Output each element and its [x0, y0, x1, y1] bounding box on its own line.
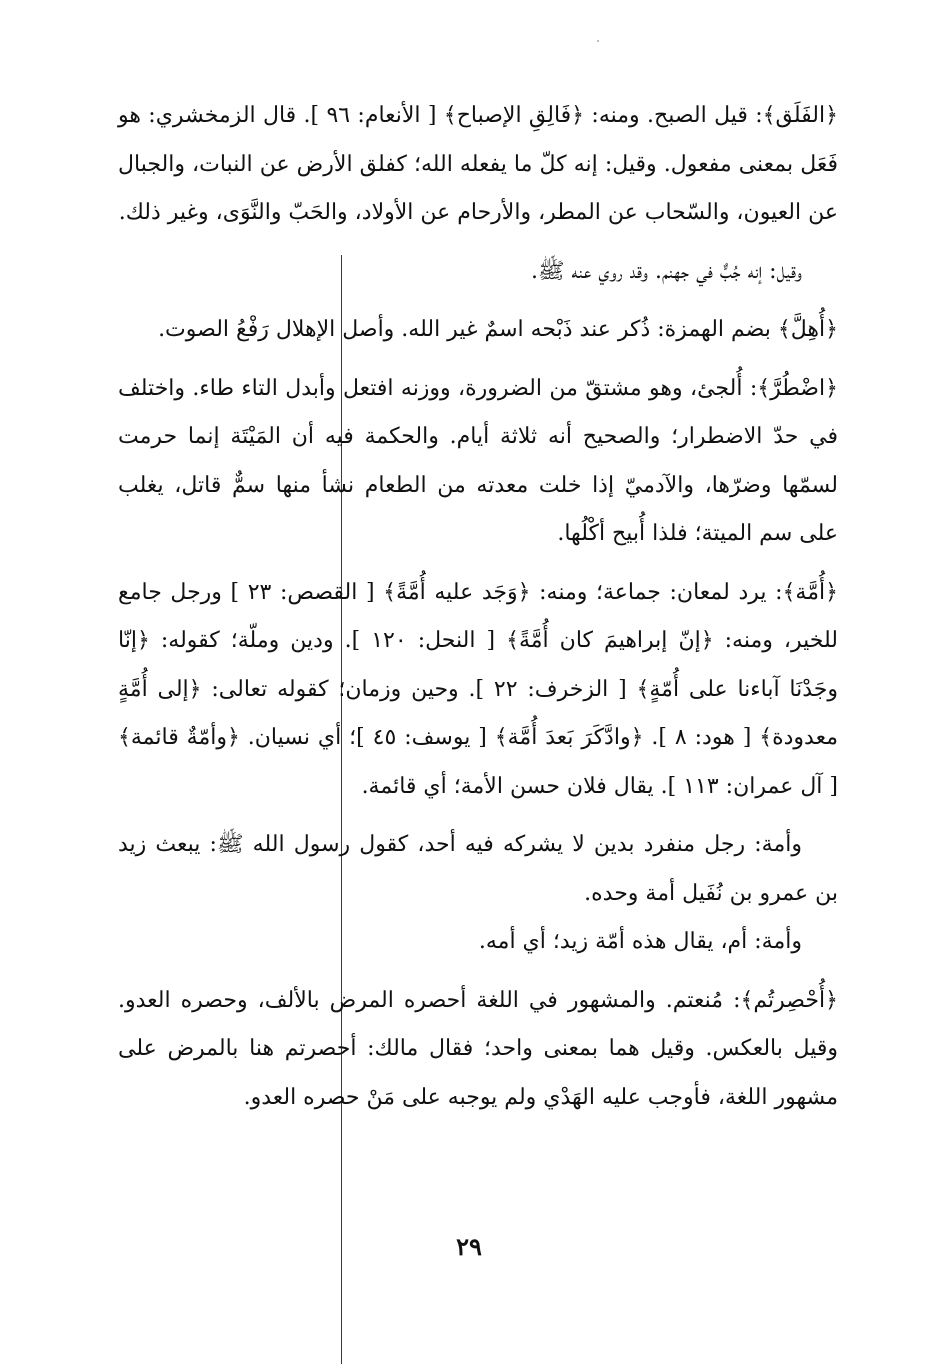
entry-uhsirtum: ﴿أُحْصِرتُم﴾: مُنعتم. والمشهور في اللغة أحصره المرض بالألف، وحصره العدو. وقيل بالعكس. وقيل هما بمعنى واحد؛ فقال مالك: أحصرتم هنا بالمرض على مشهور اللغة، فأوجب عليه الهَدْي ولم يوجبه على مَنْ حصره العدو.	[118, 987, 838, 1110]
page-number: ٢٩	[456, 1232, 482, 1261]
scan-speck	[597, 40, 599, 42]
entry-uhilla: ﴿أُهِلَّ﴾ بضم الهمزة: ذُكر عند ذَبْحه اسمٌ غير الله. وأصل الإهلال رَفْعُ الصوت.	[158, 317, 838, 342]
entry-umma: ﴿أُمَّة﴾: يرد لمعان: جماعة؛ ومنه: ﴿وَجَد عليه أُمَّةً﴾ [ القصص: ٢٣ ] ورجل جامع للخير، ومنه: ﴿إنّ إبراهيمَ كان أُمَّةً﴾ [ النحل: ١٢٠ ]. ودين وملّة؛ كقوله: ﴿إنّا وجَدْنَا آباءنا على أُمّةٍ﴾ [ الزخرف: ٢٢ ]. وحين وزمان؛ كقوله تعالى: ﴿إلى أُمَّةٍ معدودة﴾ [ هود: ٨ ]. ﴿وادَّكَرَ بَعدَ أُمَّة﴾ [ يوسف: ٤٥ ]؛ أي نسيان. ﴿وأمّةٌ قائمة﴾ [ آل عمران: ١١٣ ]. يقال فلان حسن الأمة؛ أي قائمة.	[118, 579, 838, 799]
entry-falaq-note: وقيل: إنه جُبٌّ في جهنم. وقد روي عنه ﷺ.	[530, 258, 802, 284]
page-body	[118, 92, 838, 1122]
entry-falaq: ﴿الفَلَق﴾: قيل الصبح. ومنه: ﴿فَالِقِ الإصباح﴾ [ الأنعام: ٩٦ ]. قال الزمخشري: هو فَعَل بمعنى مفعول. وقيل: إنه كلّ ما يفعله الله؛ كفلق الأرض عن النبات، والجبال عن العيون، والسّحاب عن المطر، والأرحام عن الأولاد، والحَبّ والنَّوَى، وغير ذلك.	[118, 103, 838, 225]
entry-umma-note-1: وأمة: رجل منفرد بدين لا يشركه فيه أحد، كقول رسول الله ﷺ: يبعث زيد بن عمرو بن نُفَيل أمة وحده.	[118, 832, 838, 906]
entry-idturra: ﴿اضْطُرَّ﴾: أُلجئ، وهو مشتقّ من الضرورة، ووزنه افتعل وأبدل التاء طاء. واختلف في حدّ الاضطرار؛ والصحيح أنه ثلاثة أيام. والحكمة فيه أن المَيْتَة إنما حرمت لسمّها وضرّها، والآدميّ إذا خلت معدته من الطعام نشأ منها سمٌّ قاتل، يغلب على سم الميتة؛ فلذا أُبيح أكْلُها.	[118, 375, 838, 546]
entry-umma-note-2: وأمة: أم، يقال هذه أمّة زيد؛ أي أمه.	[478, 929, 802, 954]
